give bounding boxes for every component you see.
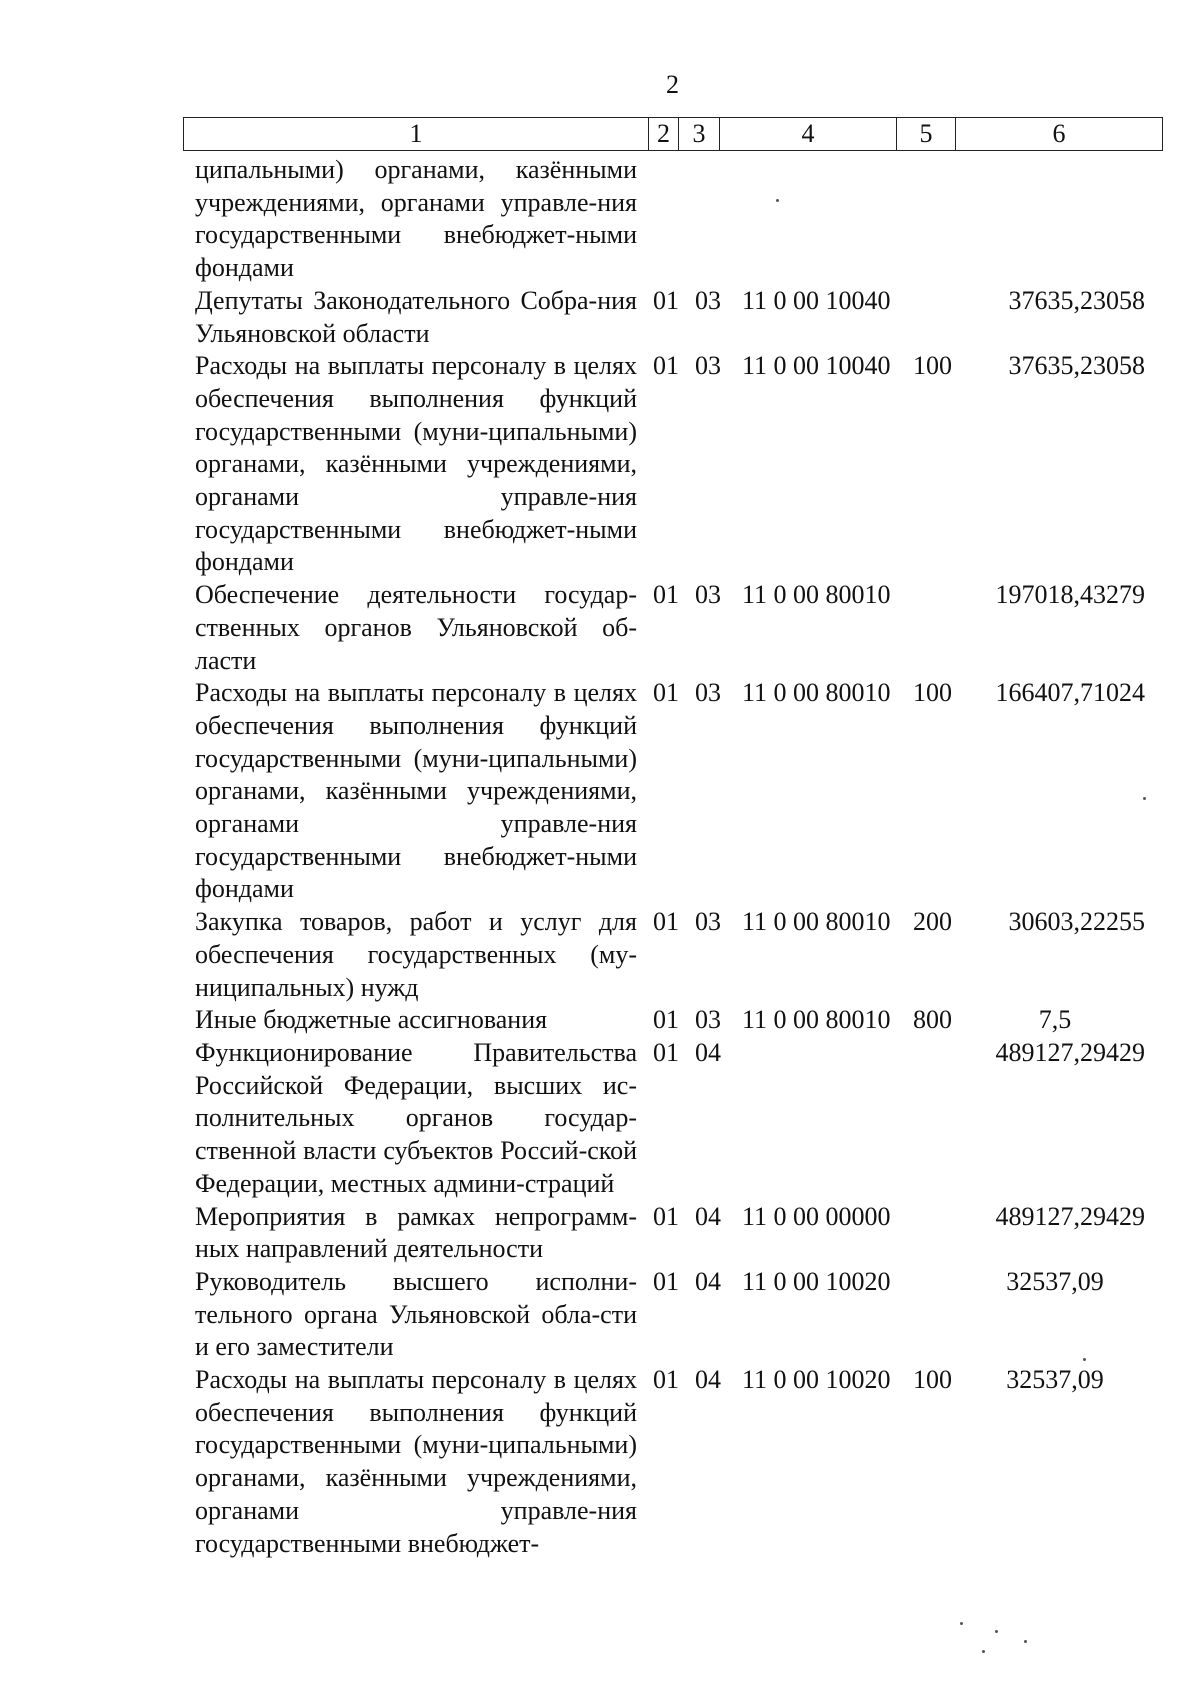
target-item-code: 11 0 00 10040 (742, 351, 891, 381)
target-item-code: 11 0 00 80010 (742, 907, 891, 937)
table-row (195, 1201, 1155, 1266)
table-row (195, 350, 1155, 579)
column-header-2: 2 (649, 118, 679, 151)
section-code: 01 (653, 1266, 679, 1296)
amount: 197018,43279 (995, 580, 1145, 610)
amount: 37635,23058 (1008, 285, 1145, 315)
scan-speck (995, 1630, 998, 1633)
amount: 32537,09 (1006, 1365, 1104, 1395)
section-code: 01 (653, 1201, 679, 1231)
amount: 166407,71024 (995, 678, 1145, 708)
target-item-code: 11 0 00 10020 (742, 1365, 891, 1395)
row-name: Расходы на выплаты персоналу в целях обеспечения выполнения функций государственными (муни-ципальными) органами, казёнными учреждениями, органами управле-ния государственными внебюджет-ными фондами (195, 678, 637, 904)
target-item-code: 11 0 00 80010 (742, 678, 891, 708)
column-header-1: 1 (184, 118, 649, 151)
section-code: 01 (653, 285, 679, 315)
expense-type-code: 100 (913, 351, 952, 381)
subsection-code: 04 (695, 1365, 721, 1395)
subsection-code: 03 (695, 678, 721, 708)
table-row (195, 285, 1155, 350)
row-name: Функционирование Правительства Российской Федерации, высших ис-полнительных органов государ-ственной власти субъектов Россий-ской Федерации, местных админи-страций (195, 1037, 637, 1198)
column-header-5: 5 (897, 118, 956, 151)
column-header-row (184, 118, 1163, 151)
table-row (195, 906, 1155, 1004)
amount: 32537,09 (1006, 1266, 1104, 1296)
section-code: 01 (653, 1365, 679, 1395)
subsection-code: 03 (695, 1005, 721, 1035)
row-name: Мероприятия в рамках непрограмм-ных направлений деятельности (195, 1201, 637, 1264)
amount: 30603,22255 (1008, 907, 1145, 937)
table-row (195, 677, 1155, 906)
scan-speck (982, 1650, 985, 1653)
page-number: 2 (666, 70, 679, 99)
column-header-4: 4 (720, 118, 897, 151)
table-row (195, 1037, 1155, 1201)
table-row (195, 154, 1155, 285)
subsection-code: 04 (695, 1266, 721, 1296)
row-name: Закупка товаров, работ и услуг для обеспечения государственных (му-ниципальных) нужд (195, 907, 637, 1002)
target-item-code: 11 0 00 80010 (742, 1005, 891, 1035)
section-code: 01 (653, 1005, 679, 1035)
row-name: Обеспечение деятельности государ-ственных органов Ульяновской об-ласти (195, 580, 637, 675)
scan-speck (776, 199, 779, 202)
subsection-code: 04 (695, 1037, 721, 1067)
column-header-6: 6 (956, 118, 1163, 151)
expense-type-code: 800 (913, 1005, 952, 1035)
amount: 489127,29429 (995, 1037, 1145, 1067)
row-name: Расходы на выплаты персоналу в целях обеспечения выполнения функций государственными (муни-ципальными) органами, казёнными учреждениями, органами управле-ния государственными внебюджет-ными фондами (195, 351, 637, 577)
row-name: Иные бюджетные ассигнования (195, 1005, 548, 1035)
scan-speck (960, 1622, 963, 1625)
section-code: 01 (653, 678, 679, 708)
subsection-code: 03 (695, 580, 721, 610)
subsection-code: 04 (695, 1201, 721, 1231)
row-name: Расходы на выплаты персоналу в целях обеспечения выполнения функций государственными (муни-ципальными) органами, казёнными учреждениями, органами управле-ния государственными внебюджет- (195, 1365, 637, 1558)
target-item-code: 11 0 00 00000 (742, 1201, 891, 1231)
scan-speck (1083, 1358, 1086, 1361)
target-item-code: 11 0 00 10020 (742, 1266, 891, 1296)
table-row (195, 579, 1155, 677)
row-name: ципальными) органами, казёнными учреждениями, органами управле-ния государственными внебюджет-ными фондами (195, 155, 637, 283)
target-item-code: 11 0 00 80010 (742, 580, 891, 610)
subsection-code: 03 (695, 907, 721, 937)
amount: 489127,29429 (995, 1201, 1145, 1231)
column-header-3: 3 (679, 118, 720, 151)
expense-type-code: 100 (913, 678, 952, 708)
section-code: 01 (653, 351, 679, 381)
column-header-table (183, 117, 1163, 151)
budget-table-body (195, 154, 1155, 1560)
subsection-code: 03 (695, 285, 721, 315)
amount: 37635,23058 (1008, 351, 1145, 381)
section-code: 01 (653, 580, 679, 610)
row-name: Депутаты Законодательного Собра-ния Ульяновской области (195, 285, 637, 348)
subsection-code: 03 (695, 351, 721, 381)
table-row (195, 1004, 1155, 1037)
expense-type-code: 100 (913, 1365, 952, 1395)
table-row (195, 1364, 1155, 1560)
target-item-code: 11 0 00 10040 (742, 285, 891, 315)
section-code: 01 (653, 1037, 679, 1067)
section-code: 01 (653, 907, 679, 937)
scan-speck (1143, 797, 1146, 800)
scan-speck (1024, 1640, 1027, 1643)
table-row (195, 1266, 1155, 1364)
amount: 7,5 (1038, 1005, 1072, 1035)
expense-type-code: 200 (913, 907, 952, 937)
row-name: Руководитель высшего исполни-тельного органа Ульяновской обла-сти и его заместители (195, 1266, 637, 1362)
